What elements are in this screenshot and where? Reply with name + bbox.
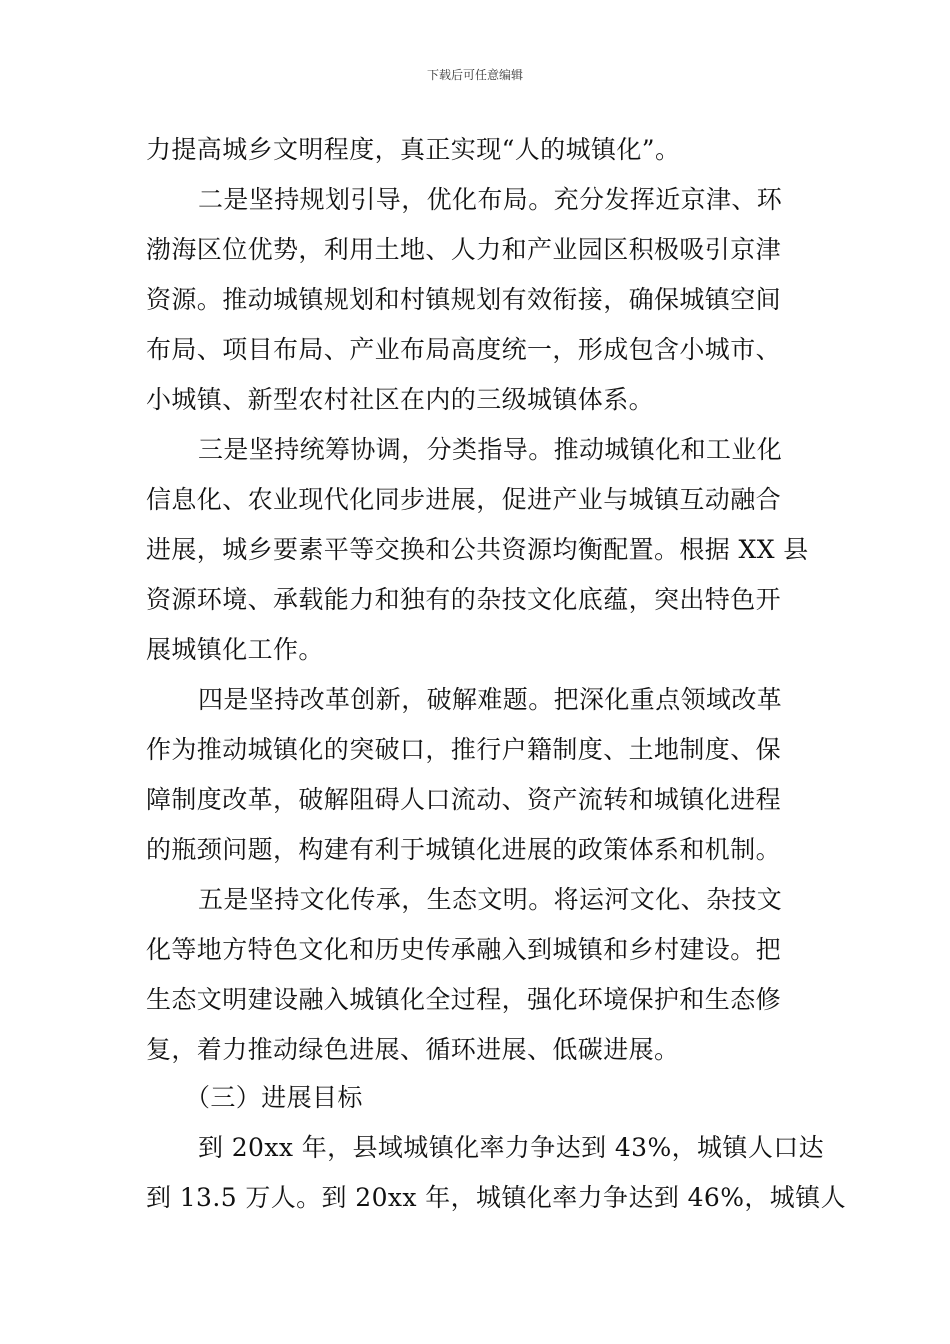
body-line: 布局、项目布局、产业布局高度统一，形成包含小城市、 xyxy=(146,335,782,364)
body-line: 资源环境、承载能力和独有的杂技文化底蕴，突出特色开 xyxy=(146,585,782,614)
body-line: 的瓶颈问题，构建有利于城镇化进展的政策体系和机制。 xyxy=(146,835,782,864)
body-line: 力提高城乡文明程度，真正实现“人的城镇化”。 xyxy=(146,135,681,164)
body-line: 渤海区位优势，利用土地、人力和产业园区积极吸引京津 xyxy=(146,235,782,264)
page-header: 下载后可任意编辑 xyxy=(426,68,523,82)
body-line: 复，着力推动绿色进展、循环进展、低碳进展。 xyxy=(146,1035,680,1064)
paragraph-first-line: 五是坚持文化传承，生态文明。将运河文化、杂技文 xyxy=(198,885,783,914)
body-line: 信息化、农业现代化同步进展，促进产业与城镇互动融合 xyxy=(146,485,782,514)
paragraph-first-line: 到 20xx 年，县域城镇化率力争达到 43%，城镇人口达 xyxy=(198,1133,825,1162)
body-line: 化等地方特色文化和历史传承融入到城镇和乡村建设。把 xyxy=(146,935,782,964)
body-line: 作为推动城镇化的突破口，推行户籍制度、土地制度、保 xyxy=(146,735,782,764)
body-line: 展城镇化工作。 xyxy=(146,635,324,664)
paragraph-first-line: 三是坚持统筹协调，分类指导。推动城镇化和工业化 xyxy=(198,435,783,464)
body-line: 进展，城乡要素平等交换和公共资源均衡配置。根据 XX 县 xyxy=(146,535,809,564)
body-line: 生态文明建设融入城镇化全过程，强化环境保护和生态修 xyxy=(146,985,782,1014)
body-line: 障制度改革，破解阻碍人口流动、资产流转和城镇化进程 xyxy=(146,785,782,814)
body-line: 到 13.5 万人。到 20xx 年，城镇化率力争达到 46%，城镇人 xyxy=(146,1183,846,1212)
paragraph-first-line: 二是坚持规划引导，优化布局。充分发挥近京津、环 xyxy=(198,185,783,214)
body-line: 资源。推动城镇规划和村镇规划有效衔接，确保城镇空间 xyxy=(146,285,782,314)
body-line: 小城镇、新型农村社区在内的三级城镇体系。 xyxy=(146,385,655,414)
section-heading: （三）进展目标 xyxy=(185,1083,363,1112)
paragraph-first-line: 四是坚持改革创新，破解难题。把深化重点领域改革 xyxy=(198,685,783,714)
